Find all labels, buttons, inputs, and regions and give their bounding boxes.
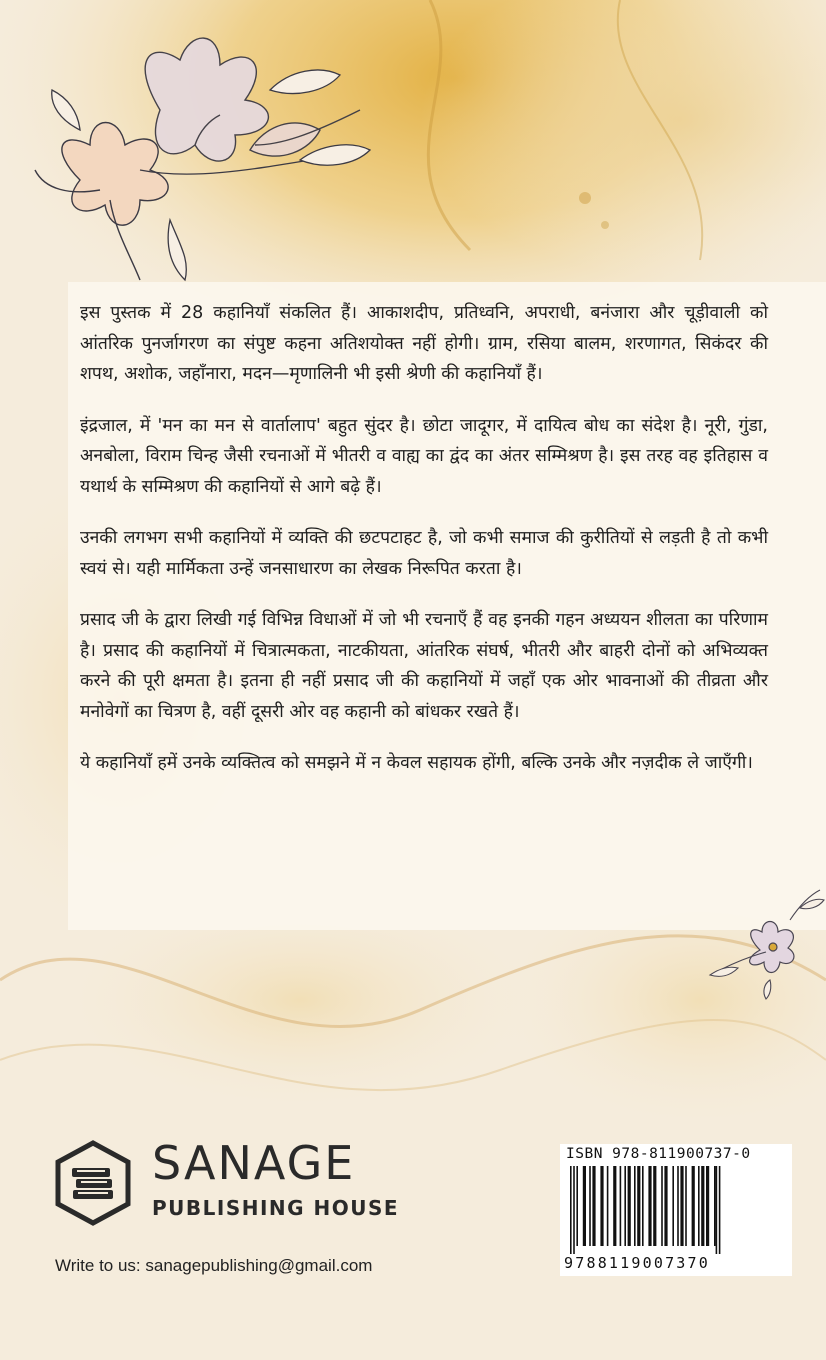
isbn-label: ISBN 978-811900737-0 <box>566 1146 751 1162</box>
publisher-name: SANAGE <box>152 1136 356 1190</box>
isbn-digits: 9788119007370 <box>564 1254 710 1272</box>
barcode-bar <box>570 1166 572 1254</box>
barcode-bar <box>714 1166 716 1246</box>
barcode-bar <box>607 1166 609 1246</box>
small-floral-sprig-icon <box>700 880 826 1000</box>
barcode-bar <box>613 1166 616 1246</box>
barcode-bar <box>672 1166 674 1246</box>
barcode-bar <box>706 1166 709 1246</box>
barcode-bar <box>664 1166 667 1246</box>
paragraph: ये कहानियाँ हमें उनके व्यक्तित्व को समझने में न केवल सहायक होंगी, बल्कि उनके और नज़दीक ले जाएँगी। <box>80 753 753 773</box>
paragraph: उनकी लगभग सभी कहानियों में व्यक्ति की छटपटाहट है, जो कभी समाज की कुरीतियों से लड़ती है तो कभी स्वयं से। यही मार्मिकता उन्हें जनसाधारण का लेखक निरूपित करता है। <box>80 528 768 579</box>
paragraph: इस पुस्तक में 28 कहानियाँ संकलित हैं। आकाशदीप, प्रतिध्वनि, अपराधी, बनंजारा और चूड़ीवाली को आंतरिक पुनर्जागरण का संपुष्ट कहना अतिशयोक्त नहीं होगी। ग्राम, रसिया बालम, शरणागत, सिकंदर की शपथ, अशोक, जहाँनारा, मदन—मृणालिनी भी इसी श्रेणी की कहानियाँ हैं। <box>80 303 768 384</box>
publisher-brand <box>152 1136 412 1222</box>
publisher-subtitle: PUBLISHING HOUSE <box>152 1196 400 1220</box>
barcode-bar <box>583 1166 586 1246</box>
blurb-text <box>80 298 768 800</box>
barcode-bar <box>620 1166 622 1246</box>
barcode-bar <box>634 1166 636 1246</box>
barcode-bar <box>698 1166 700 1246</box>
barcode-bar <box>592 1166 595 1246</box>
barcode-bar <box>589 1166 591 1246</box>
contact-email: Write to us: sanagepublishing@gmail.com <box>55 1256 373 1275</box>
barcode-bar <box>719 1166 721 1254</box>
barcode-bar <box>661 1166 663 1246</box>
paragraph: प्रसाद जी के द्वारा लिखी गई विभिन्न विधाओं में जो भी रचनाएँ हैं वह इनकी गहन अध्ययन शीलता का परिणाम है। प्रसाद की कहानियों में चित्रात्मकता, नाटकीयता, आंतरिक संघर्ष, भीतरी और बाहरी दोनों को अभिव्यक्त करने की पूरी क्षमता है। इतना ही नहीं प्रसाद जी की कहानियों में जहाँ एक ओर भावनाओं की तीव्रता और मनोवेगों का चित्रण है, वहीं दूसरी ओर वह कहानी को बांधकर रखते हैं। <box>80 610 768 722</box>
barcode-bar <box>576 1166 578 1246</box>
barcode-bar <box>648 1166 651 1246</box>
barcode-bar <box>573 1166 575 1254</box>
barcode-bar <box>677 1166 679 1246</box>
isbn-barcode <box>560 1144 792 1276</box>
barcode-bar <box>637 1166 640 1246</box>
paragraph: इंद्रजाल, में 'मन का मन से वार्तालाप' बहुत सुंदर है। छोटा जादूगर, में दायित्व बोध का संदेश है। नूरी, गुंडा, अनबोला, विराम चिन्ह जैसी रचनाओं में भीतरी व वाह्य का द्वंद का अंतर सम्मिश्रण है। इस तरह वह इतिहास व यथार्थ के सम्मिश्रण की कहानियों से आगे बढ़े हैं। <box>80 415 768 497</box>
books-hexagon-icon <box>55 1140 131 1226</box>
barcode-bar <box>653 1166 656 1246</box>
floral-bouquet-icon <box>20 20 400 290</box>
barcode-bar <box>692 1166 695 1246</box>
barcode-bar <box>628 1166 631 1246</box>
barcode-bar <box>600 1166 603 1246</box>
barcode-bar <box>642 1166 644 1246</box>
barcode-bar <box>624 1166 626 1246</box>
barcode-bar <box>716 1166 718 1254</box>
barcode-bar <box>685 1166 687 1246</box>
barcode-bar <box>701 1166 704 1246</box>
barcode-bars <box>564 1166 788 1254</box>
barcode-bar <box>680 1166 683 1246</box>
